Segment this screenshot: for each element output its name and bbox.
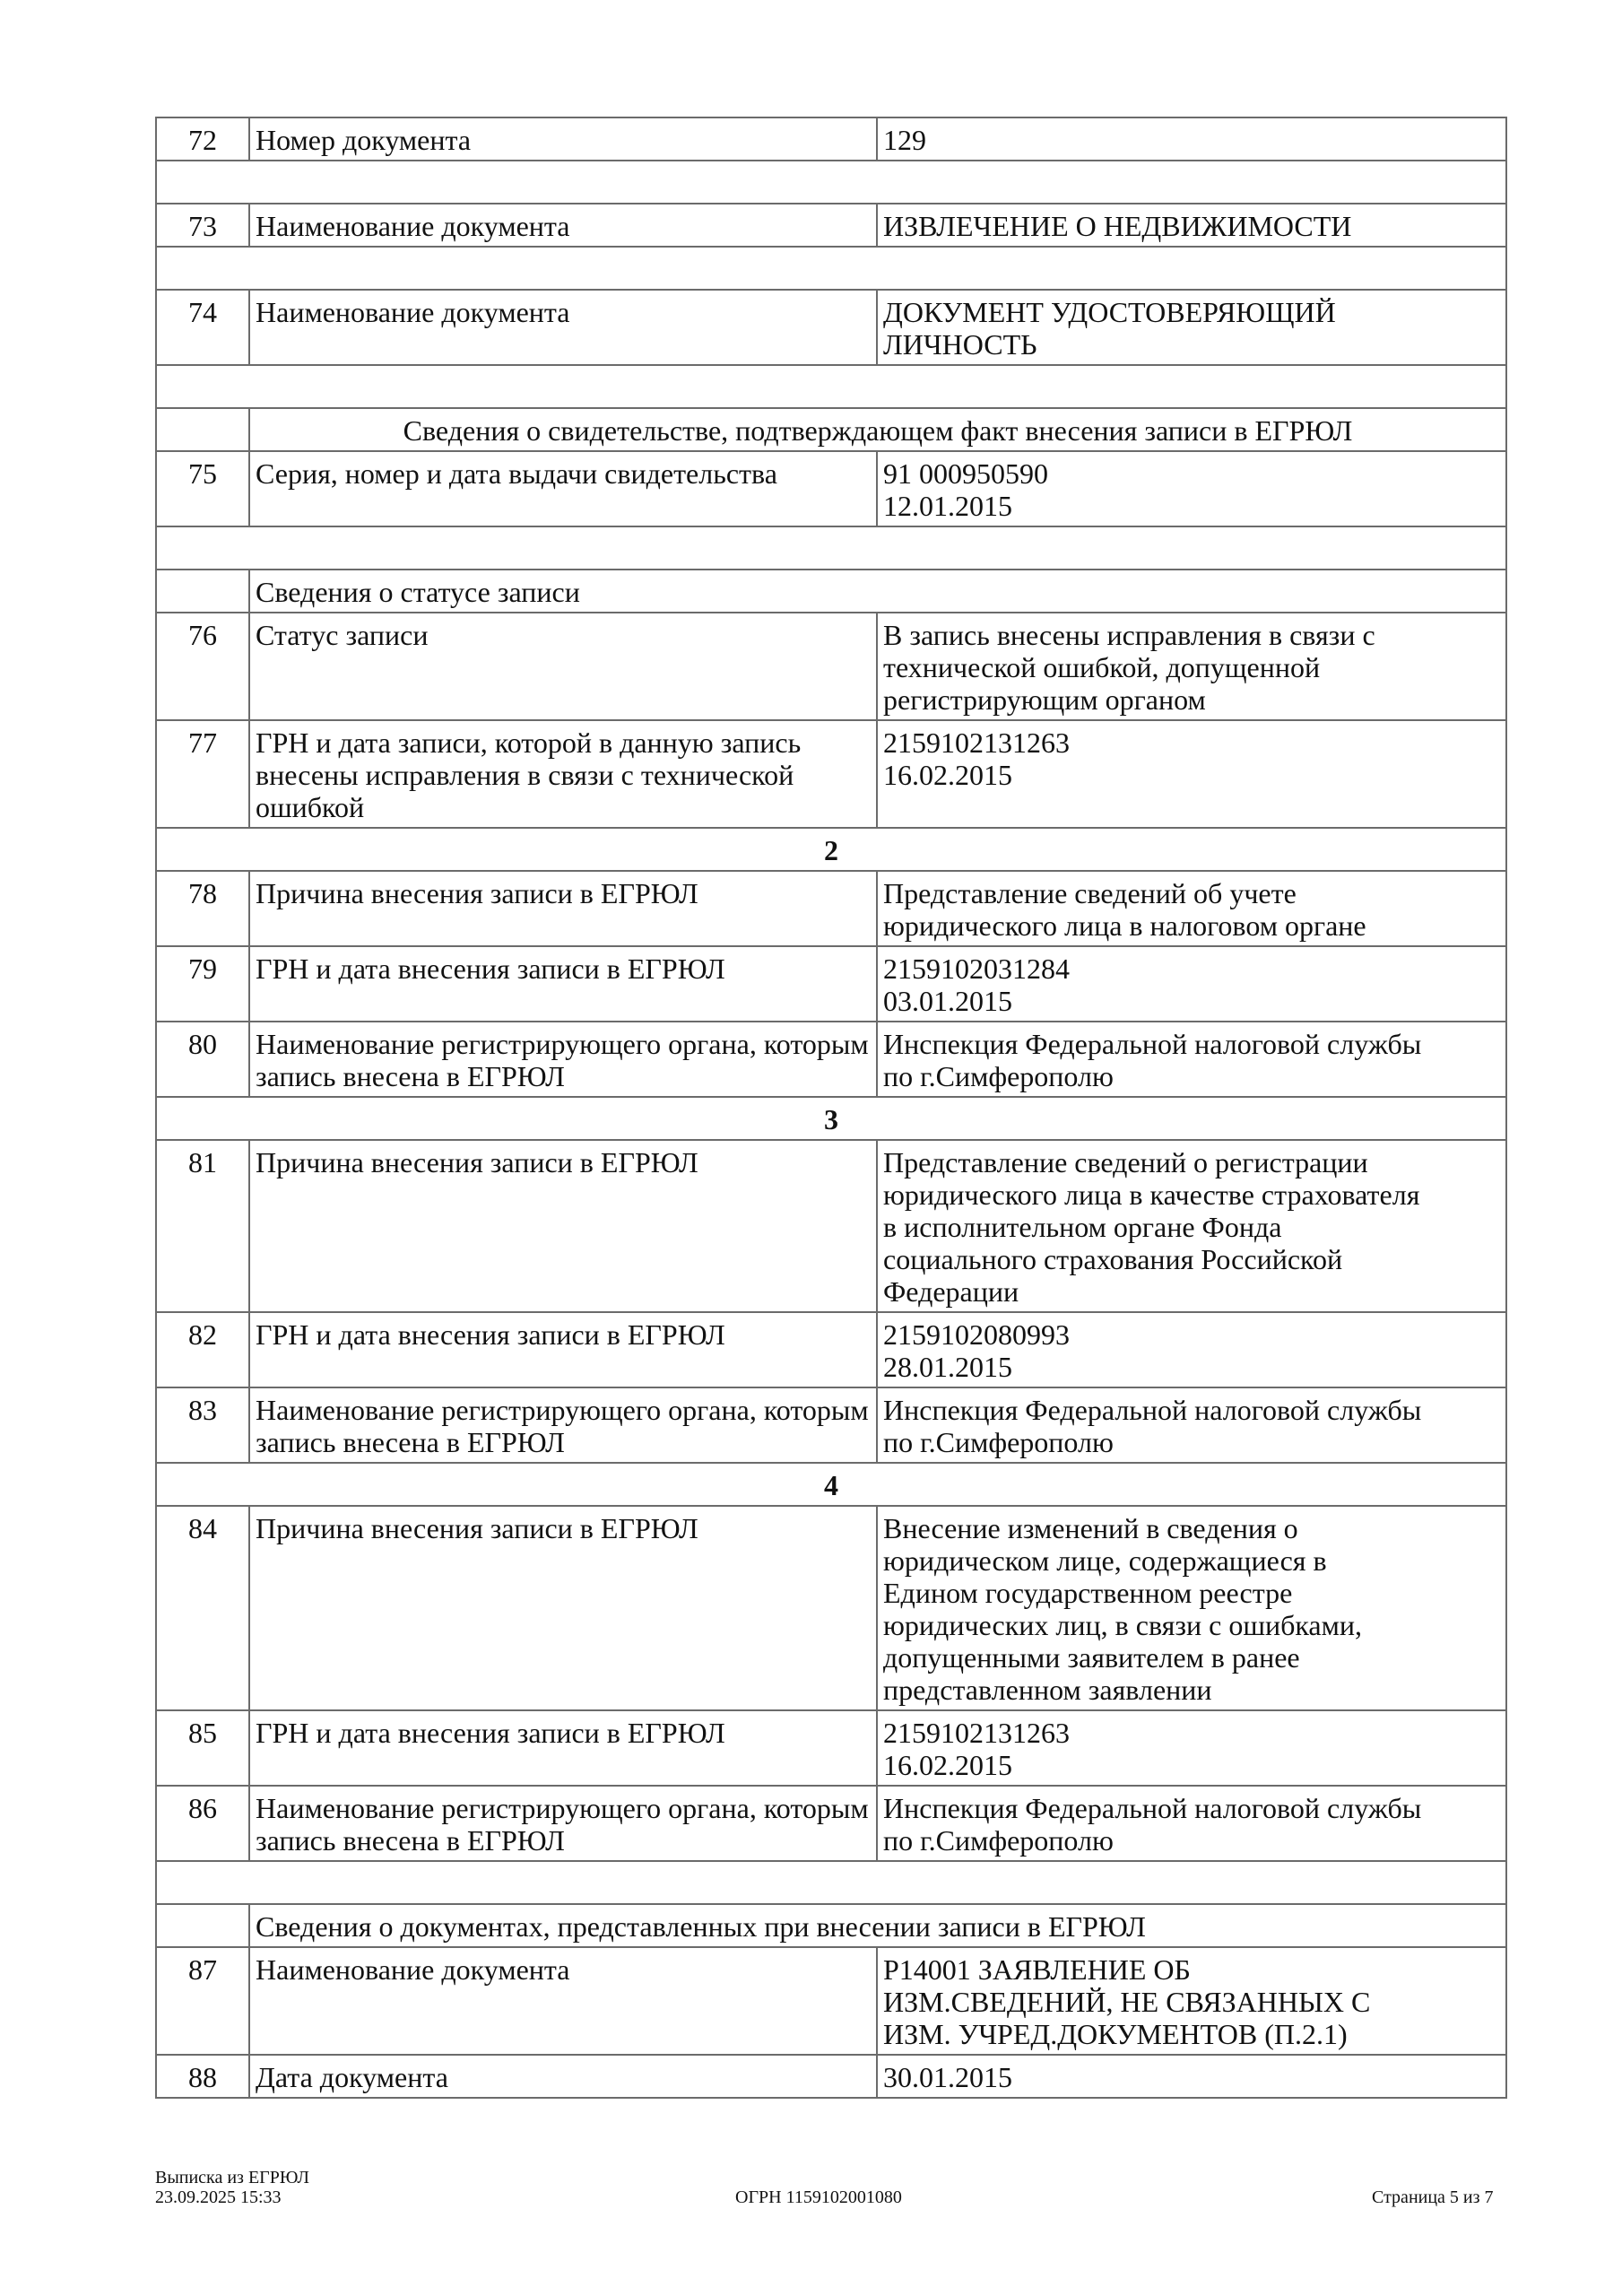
- row-value: [877, 720, 1506, 828]
- row-value-line: ИЗВЛЕЧЕНИЕ О НЕДВИЖИМОСТИ: [883, 210, 1352, 242]
- footer-left: [155, 2168, 309, 2207]
- row-label: Дата документа: [249, 2055, 877, 2098]
- section-heading: Сведения о документах, представленных при внесении записи в ЕГРЮЛ: [249, 1904, 1506, 1947]
- row-value: [877, 2055, 1506, 2098]
- table-row: [156, 117, 1506, 161]
- spacer-cell: [156, 365, 1506, 408]
- row-value: [877, 1786, 1506, 1861]
- group-number: 3: [156, 1097, 1506, 1140]
- row-number: 75: [156, 451, 249, 526]
- row-label: Наименование регистрирующего органа, которым запись внесена в ЕГРЮЛ: [249, 1387, 877, 1463]
- row-value-line: ИЗМ. УЧРЕД.ДОКУМЕНТОВ (П.2.1): [883, 2018, 1348, 2050]
- row-number: 83: [156, 1387, 249, 1463]
- section-num-cell: [156, 408, 249, 451]
- table-row: [156, 613, 1506, 720]
- row-value-line: Представление сведений об учете: [883, 877, 1297, 909]
- row-value-line: 2159102131263: [883, 1717, 1070, 1749]
- row-value-line: 129: [883, 124, 926, 156]
- table-row: [156, 946, 1506, 1022]
- spacer-row: [156, 161, 1506, 204]
- spacer-cell: [156, 526, 1506, 570]
- row-value-line: юридического лица в налоговом органе: [883, 909, 1366, 942]
- row-number: 80: [156, 1022, 249, 1097]
- row-value-line: технической ошибкой, допущенной: [883, 651, 1321, 683]
- row-value-line: юридическом лице, содержащиеся в: [883, 1544, 1327, 1577]
- table-row: [156, 1387, 1506, 1463]
- spacer-row: [156, 247, 1506, 290]
- group-number: 4: [156, 1463, 1506, 1506]
- section-heading-row: [156, 570, 1506, 613]
- spacer-cell: [156, 1861, 1506, 1904]
- row-label: ГРН и дата внесения записи в ЕГРЮЛ: [249, 946, 877, 1022]
- row-value-line: 03.01.2015: [883, 985, 1012, 1017]
- footer-page-number: Страница 5 из 7: [1372, 2187, 1494, 2207]
- row-value-line: в исполнительном органе Фонда: [883, 1211, 1282, 1243]
- table-row: [156, 1710, 1506, 1786]
- row-value-line: ИЗМ.СВЕДЕНИЙ, НЕ СВЯЗАННЫХ С: [883, 1986, 1371, 2018]
- row-value-line: 28.01.2015: [883, 1351, 1012, 1383]
- row-number: 87: [156, 1947, 249, 2055]
- table-row: [156, 1506, 1506, 1710]
- table-row: [156, 1312, 1506, 1387]
- row-value: [877, 290, 1506, 365]
- row-label: Причина внесения записи в ЕГРЮЛ: [249, 1506, 877, 1710]
- row-value-line: Инспекция Федеральной налоговой службы: [883, 1792, 1422, 1824]
- footer-doc-name: Выписка из ЕГРЮЛ: [155, 2168, 309, 2187]
- row-number: 79: [156, 946, 249, 1022]
- row-value: [877, 871, 1506, 946]
- table-row: [156, 1786, 1506, 1861]
- row-label: Причина внесения записи в ЕГРЮЛ: [249, 871, 877, 946]
- row-number: 81: [156, 1140, 249, 1312]
- row-value-line: социального страхования Российской: [883, 1243, 1343, 1275]
- row-value-line: В запись внесены исправления в связи с: [883, 619, 1375, 651]
- row-number: 78: [156, 871, 249, 946]
- row-value: [877, 1710, 1506, 1786]
- section-heading-row: [156, 1904, 1506, 1947]
- group-number: 2: [156, 828, 1506, 871]
- row-label: Номер документа: [249, 117, 877, 161]
- row-label: ГРН и дата записи, которой в данную запись внесены исправления в связи с технической ошибкой: [249, 720, 877, 828]
- row-label: Наименование регистрирующего органа, которым запись внесена в ЕГРЮЛ: [249, 1786, 877, 1861]
- row-label: ГРН и дата внесения записи в ЕГРЮЛ: [249, 1710, 877, 1786]
- group-number-row: [156, 828, 1506, 871]
- spacer-row: [156, 365, 1506, 408]
- row-value-line: Р14001 ЗАЯВЛЕНИЕ ОБ: [883, 1953, 1191, 1986]
- spacer-row: [156, 526, 1506, 570]
- group-number-row: [156, 1463, 1506, 1506]
- row-value-line: по г.Симферополю: [883, 1426, 1114, 1458]
- row-label: ГРН и дата внесения записи в ЕГРЮЛ: [249, 1312, 877, 1387]
- row-value-line: по г.Симферополю: [883, 1060, 1114, 1092]
- row-value: [877, 946, 1506, 1022]
- section-num-cell: [156, 1904, 249, 1947]
- row-value-line: Внесение изменений в сведения о: [883, 1512, 1298, 1544]
- table-row: [156, 871, 1506, 946]
- section-heading: Сведения о свидетельстве, подтверждающем факт внесения записи в ЕГРЮЛ: [249, 408, 1506, 451]
- table-row: [156, 451, 1506, 526]
- row-value: [877, 613, 1506, 720]
- table-row: [156, 1022, 1506, 1097]
- row-value-line: 16.02.2015: [883, 759, 1012, 791]
- table-row: [156, 204, 1506, 247]
- row-value: [877, 204, 1506, 247]
- egrul-extract-table: [155, 117, 1507, 2099]
- table-row: [156, 1140, 1506, 1312]
- section-heading: Сведения о статусе записи: [249, 570, 1506, 613]
- row-value-line: 16.02.2015: [883, 1749, 1012, 1781]
- spacer-cell: [156, 247, 1506, 290]
- row-label: Наименование документа: [249, 1947, 877, 2055]
- footer-datetime: 23.09.2025 15:33: [155, 2187, 282, 2207]
- row-value-line: ЛИЧНОСТЬ: [883, 328, 1037, 361]
- table-row: [156, 290, 1506, 365]
- table-row: [156, 2055, 1506, 2098]
- row-value-line: 30.01.2015: [883, 2061, 1012, 2093]
- row-value-line: 2159102080993: [883, 1318, 1070, 1351]
- row-value-line: по г.Симферополю: [883, 1824, 1114, 1857]
- row-value-line: Инспекция Федеральной налоговой службы: [883, 1028, 1422, 1060]
- row-value: [877, 1506, 1506, 1710]
- row-label: Наименование документа: [249, 204, 877, 247]
- row-label: Статус записи: [249, 613, 877, 720]
- section-heading-row: [156, 408, 1506, 451]
- row-number: 84: [156, 1506, 249, 1710]
- row-number: 73: [156, 204, 249, 247]
- group-number-row: [156, 1097, 1506, 1140]
- row-value-line: 2159102031284: [883, 952, 1070, 985]
- row-value-line: Федерации: [883, 1275, 1019, 1308]
- row-value-line: 2159102131263: [883, 726, 1070, 759]
- spacer-cell: [156, 161, 1506, 204]
- table-row: [156, 720, 1506, 828]
- row-label: Серия, номер и дата выдачи свидетельства: [249, 451, 877, 526]
- row-number: 82: [156, 1312, 249, 1387]
- row-value-line: 91 000950590: [883, 457, 1048, 490]
- row-value: [877, 1387, 1506, 1463]
- row-number: 77: [156, 720, 249, 828]
- row-number: 88: [156, 2055, 249, 2098]
- row-value: [877, 1312, 1506, 1387]
- row-value-line: Едином государственном реестре: [883, 1577, 1293, 1609]
- row-number: 85: [156, 1710, 249, 1786]
- row-number: 86: [156, 1786, 249, 1861]
- row-value-line: Представление сведений о регистрации: [883, 1146, 1368, 1178]
- row-value: [877, 1947, 1506, 2055]
- row-value: [877, 451, 1506, 526]
- row-value-line: допущенными заявителем в ранее: [883, 1641, 1300, 1674]
- row-value-line: Инспекция Федеральной налоговой службы: [883, 1394, 1422, 1426]
- row-value-line: регистрирующим органом: [883, 683, 1206, 716]
- row-number: 72: [156, 117, 249, 161]
- footer-ogrn: ОГРН 1159102001080: [735, 2187, 902, 2207]
- row-value-line: 12.01.2015: [883, 490, 1012, 522]
- row-label: Наименование документа: [249, 290, 877, 365]
- spacer-row: [156, 1861, 1506, 1904]
- row-value-line: представленном заявлении: [883, 1674, 1212, 1706]
- row-value-line: ДОКУМЕНТ УДОСТОВЕРЯЮЩИЙ: [883, 296, 1336, 328]
- row-number: 76: [156, 613, 249, 720]
- row-number: 74: [156, 290, 249, 365]
- table-row: [156, 1947, 1506, 2055]
- row-label: Причина внесения записи в ЕГРЮЛ: [249, 1140, 877, 1312]
- row-value-line: юридических лиц, в связи с ошибками,: [883, 1609, 1362, 1641]
- row-value: [877, 117, 1506, 161]
- section-num-cell: [156, 570, 249, 613]
- row-label: Наименование регистрирующего органа, которым запись внесена в ЕГРЮЛ: [249, 1022, 877, 1097]
- row-value: [877, 1022, 1506, 1097]
- row-value-line: юридического лица в качестве страхователя: [883, 1178, 1420, 1211]
- row-value: [877, 1140, 1506, 1312]
